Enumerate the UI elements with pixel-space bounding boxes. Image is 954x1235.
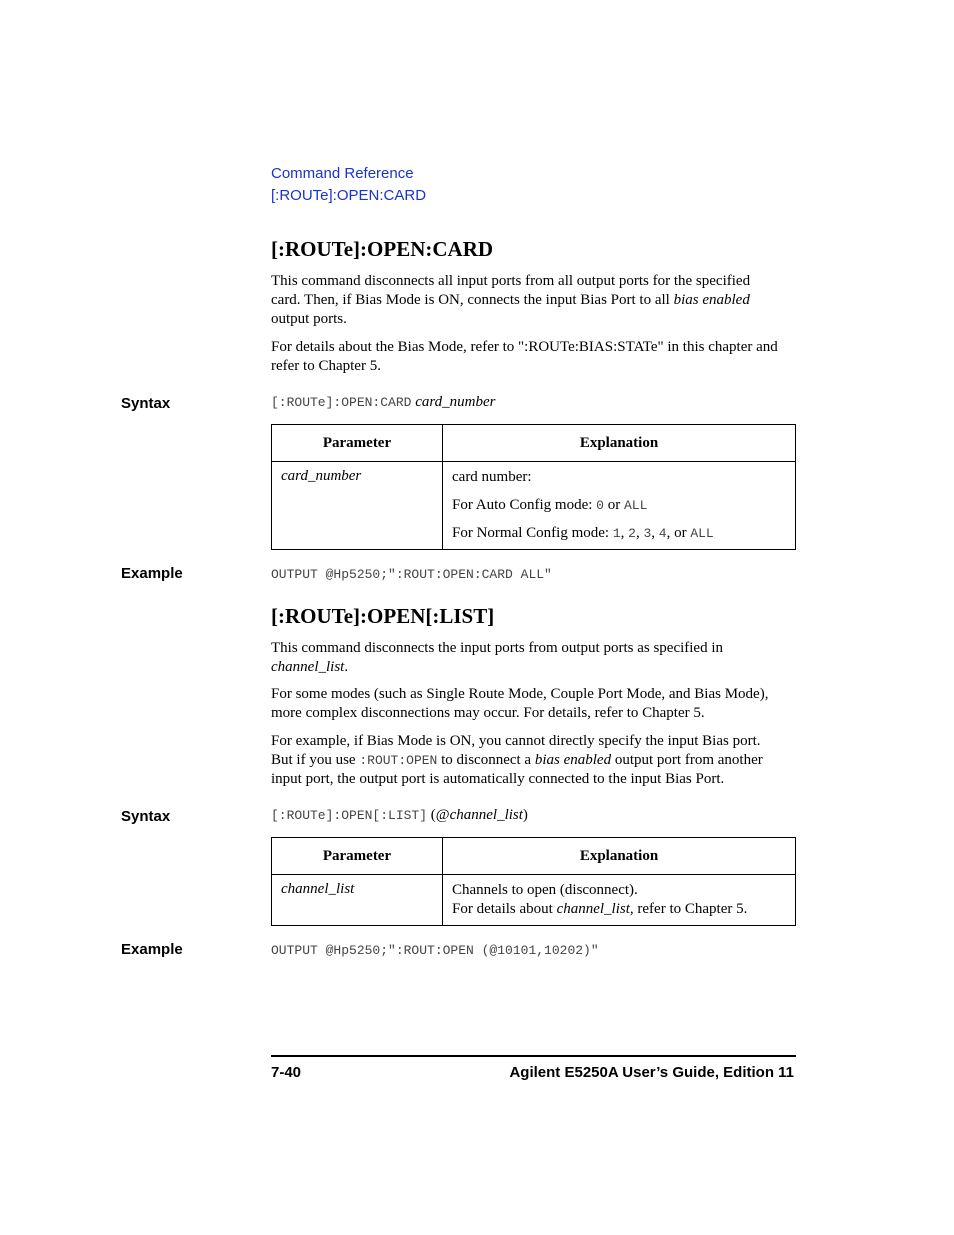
syntax-command: [:ROUTe]:OPEN[:LIST] — [271, 808, 428, 823]
text: , — [620, 525, 629, 541]
syntax-command: [:ROUTe]:OPEN:CARD — [271, 395, 412, 410]
text: , or — [666, 525, 691, 541]
table-header-parameter: Parameter — [272, 425, 443, 462]
open-card-bias-note — [271, 338, 801, 376]
section-title-open-list: [:ROUTe]:OPEN[:LIST] — [271, 604, 495, 628]
open-list-bias-example — [271, 732, 801, 789]
parameter-table-list — [271, 837, 796, 926]
code: 0 — [596, 498, 604, 513]
text: more complex disconnections may occur. For details, refer to Chapter 5. — [271, 705, 705, 721]
text: For Normal Config mode: — [452, 525, 613, 541]
text: , refer to Chapter 5. — [629, 901, 748, 917]
example-code: OUTPUT @Hp5250;":ROUT:OPEN (@10101,10202)" — [271, 943, 599, 958]
example-code: OUTPUT @Hp5250;":ROUT:OPEN:CARD ALL" — [271, 567, 552, 582]
text: For example, if Bias Mode is ON, you cannot directly specify the input Bias port. — [271, 733, 761, 749]
code: ALL — [623, 498, 648, 513]
param-explanation — [443, 462, 796, 550]
text: For Auto Config mode: — [452, 497, 597, 513]
text-italic: channel_list — [271, 659, 345, 675]
code: ALL — [690, 526, 714, 541]
syntax-line — [271, 394, 495, 411]
text — [452, 900, 786, 919]
table-row — [272, 875, 796, 926]
text: input port, the output port is automatically connected to the input Bias Port. — [271, 771, 725, 787]
normal-config-line — [452, 524, 786, 543]
text: Channels to open (disconnect). — [452, 882, 638, 898]
text: For details about the Bias Mode, refer to ":ROUTe:BIAS:STATe" in this chapter and — [271, 339, 778, 355]
text: refer to Chapter 5. — [271, 358, 381, 374]
table-header-parameter: Parameter — [272, 838, 443, 875]
text: But if you use — [271, 752, 360, 768]
text: output port from another — [611, 752, 763, 768]
code: 2 — [628, 526, 636, 541]
code: 3 — [643, 526, 652, 541]
breadcrumb-command-reference[interactable]: Command Reference — [271, 165, 414, 182]
text: . — [344, 659, 349, 675]
syntax-argument: channel_list — [449, 807, 523, 823]
footer-rule — [271, 1055, 796, 1057]
footer-title: Agilent E5250A User’s Guide, Edition 11 — [509, 1064, 794, 1081]
syntax-argument: card_number — [415, 394, 496, 410]
section-title-open-card: [:ROUTe]:OPEN:CARD — [271, 237, 494, 261]
text: , — [651, 525, 659, 541]
code: 4 — [658, 526, 667, 541]
auto-config-line — [452, 496, 786, 515]
table-header-explanation: Explanation — [443, 838, 796, 875]
text-italic: channel_list — [556, 901, 630, 917]
table-header-explanation: Explanation — [443, 425, 796, 462]
page-number: 7-40 — [271, 1064, 302, 1081]
text: or — [603, 497, 624, 513]
table-row — [272, 462, 796, 550]
text: output ports. — [271, 311, 347, 327]
text: to disconnect a — [437, 752, 535, 768]
code: 1 — [612, 526, 621, 541]
open-list-description — [271, 639, 801, 677]
text: card number: — [452, 469, 532, 485]
text: For details about — [452, 901, 557, 917]
text: This command disconnects all input ports from all output ports for the specified — [271, 273, 751, 289]
breadcrumb-route-open-card[interactable]: [:ROUTe]:OPEN:CARD — [271, 187, 427, 204]
syntax-label: Syntax — [121, 808, 171, 825]
open-list-modes-note — [271, 685, 801, 723]
param-name: card_number — [272, 462, 443, 550]
text: ) — [522, 807, 528, 823]
text: This command disconnects the input ports from output ports as specified in — [271, 640, 724, 656]
param-name: channel_list — [272, 875, 443, 926]
code: :ROUT:OPEN — [359, 753, 438, 768]
example-label: Example — [121, 941, 183, 958]
text: (@ — [427, 807, 450, 823]
text: , — [635, 525, 644, 541]
syntax-line — [271, 807, 528, 824]
open-card-description — [271, 272, 801, 329]
text: card. Then, if Bias Mode is ON, connects the input Bias Port to all — [271, 292, 674, 308]
parameter-table-card — [271, 424, 796, 550]
example-label: Example — [121, 565, 183, 582]
text-italic: bias enabled — [673, 292, 750, 308]
param-explanation — [443, 875, 796, 926]
text-italic: bias enabled — [534, 752, 612, 768]
text: For some modes (such as Single Route Mode, Couple Port Mode, and Bias Mode), — [271, 686, 769, 702]
syntax-label: Syntax — [121, 395, 171, 412]
